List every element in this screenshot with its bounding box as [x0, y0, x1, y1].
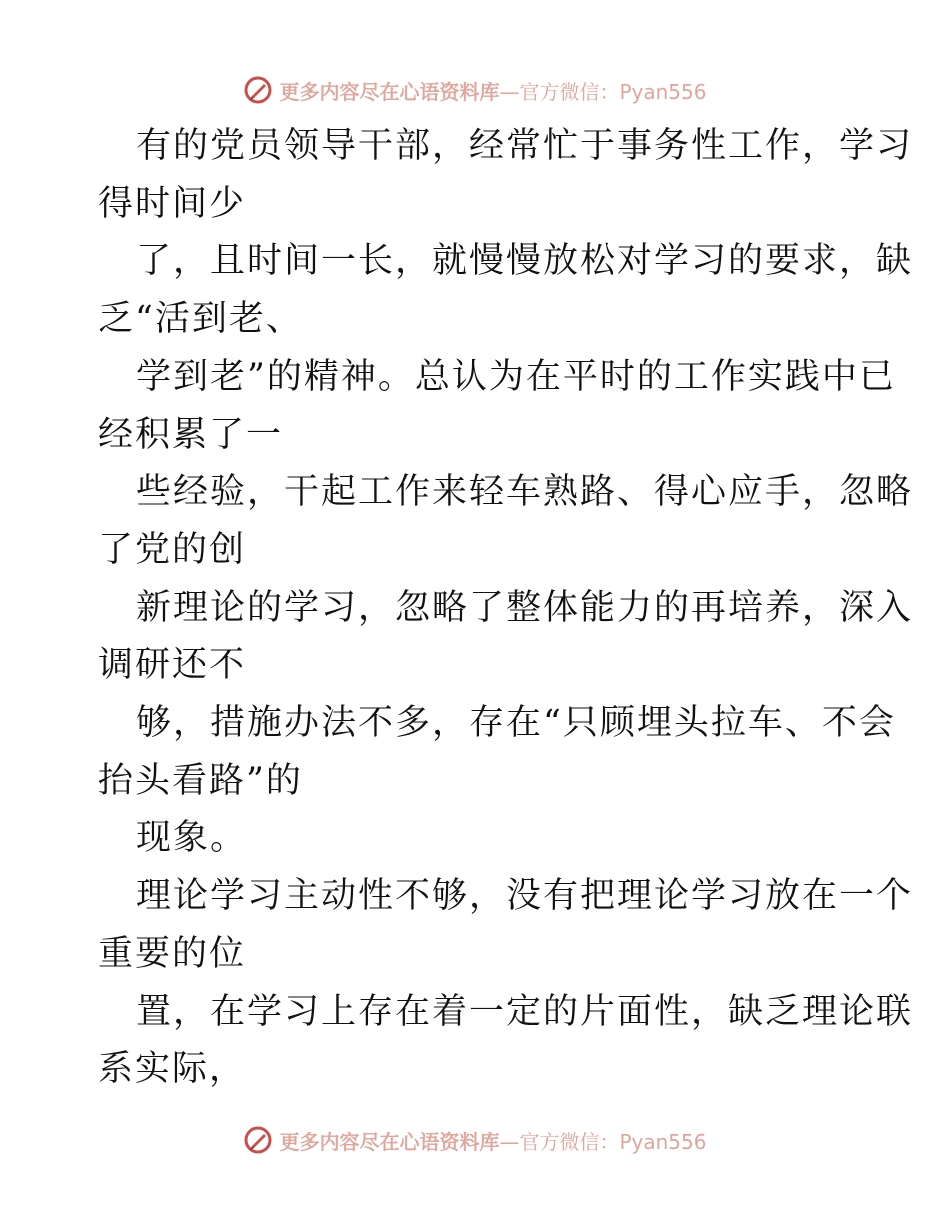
header-watermark	[0, 70, 950, 110]
text-line: 些经验，干起工作来轻车熟路、得心应手，忽略	[136, 472, 914, 513]
header-watermark-text: 更多内容尽在心语资料库	[279, 79, 500, 104]
text-line: 现象。	[136, 818, 248, 859]
text-line: 了党的创	[98, 529, 247, 570]
footer-watermark	[0, 1120, 950, 1160]
text-line: 有的党员领导干部，经常忙于事务性工作，学习	[136, 126, 914, 166]
text-line: 够，措施办法不多，存在“只顾埋头拉车、不会	[136, 703, 896, 744]
text-line: 得时间少	[98, 183, 247, 224]
pen-logo-icon	[243, 1125, 273, 1155]
header-wechat-text: —官方微信：Pyan556	[499, 79, 707, 104]
text-line: 乏“活到老、	[98, 299, 303, 340]
text-line: 经积累了一	[98, 414, 284, 455]
text-line: 新理论的学习，忽略了整体能力的再培养，深入	[136, 587, 914, 628]
document-body	[98, 118, 914, 1099]
text-line: 调研还不	[98, 645, 247, 686]
text-line: 学到老”的精神。总认为在平时的工作实践中已	[136, 356, 896, 397]
text-line: 系实际，	[98, 1049, 247, 1090]
text-line: 置，在学习上存在着一定的片面性，缺乏理论联	[136, 991, 914, 1032]
footer-wechat-text: —官方微信：Pyan556	[499, 1129, 707, 1154]
pen-logo-icon	[243, 75, 273, 105]
text-line: 理论学习主动性不够，没有把理论学习放在一个	[136, 876, 914, 917]
text-line: 重要的位	[98, 933, 247, 974]
text-line: 了，且时间一长，就慢慢放松对学习的要求，缺	[136, 241, 914, 282]
footer-watermark-text: 更多内容尽在心语资料库	[279, 1129, 500, 1154]
text-line: 抬头看路”的	[98, 760, 303, 801]
